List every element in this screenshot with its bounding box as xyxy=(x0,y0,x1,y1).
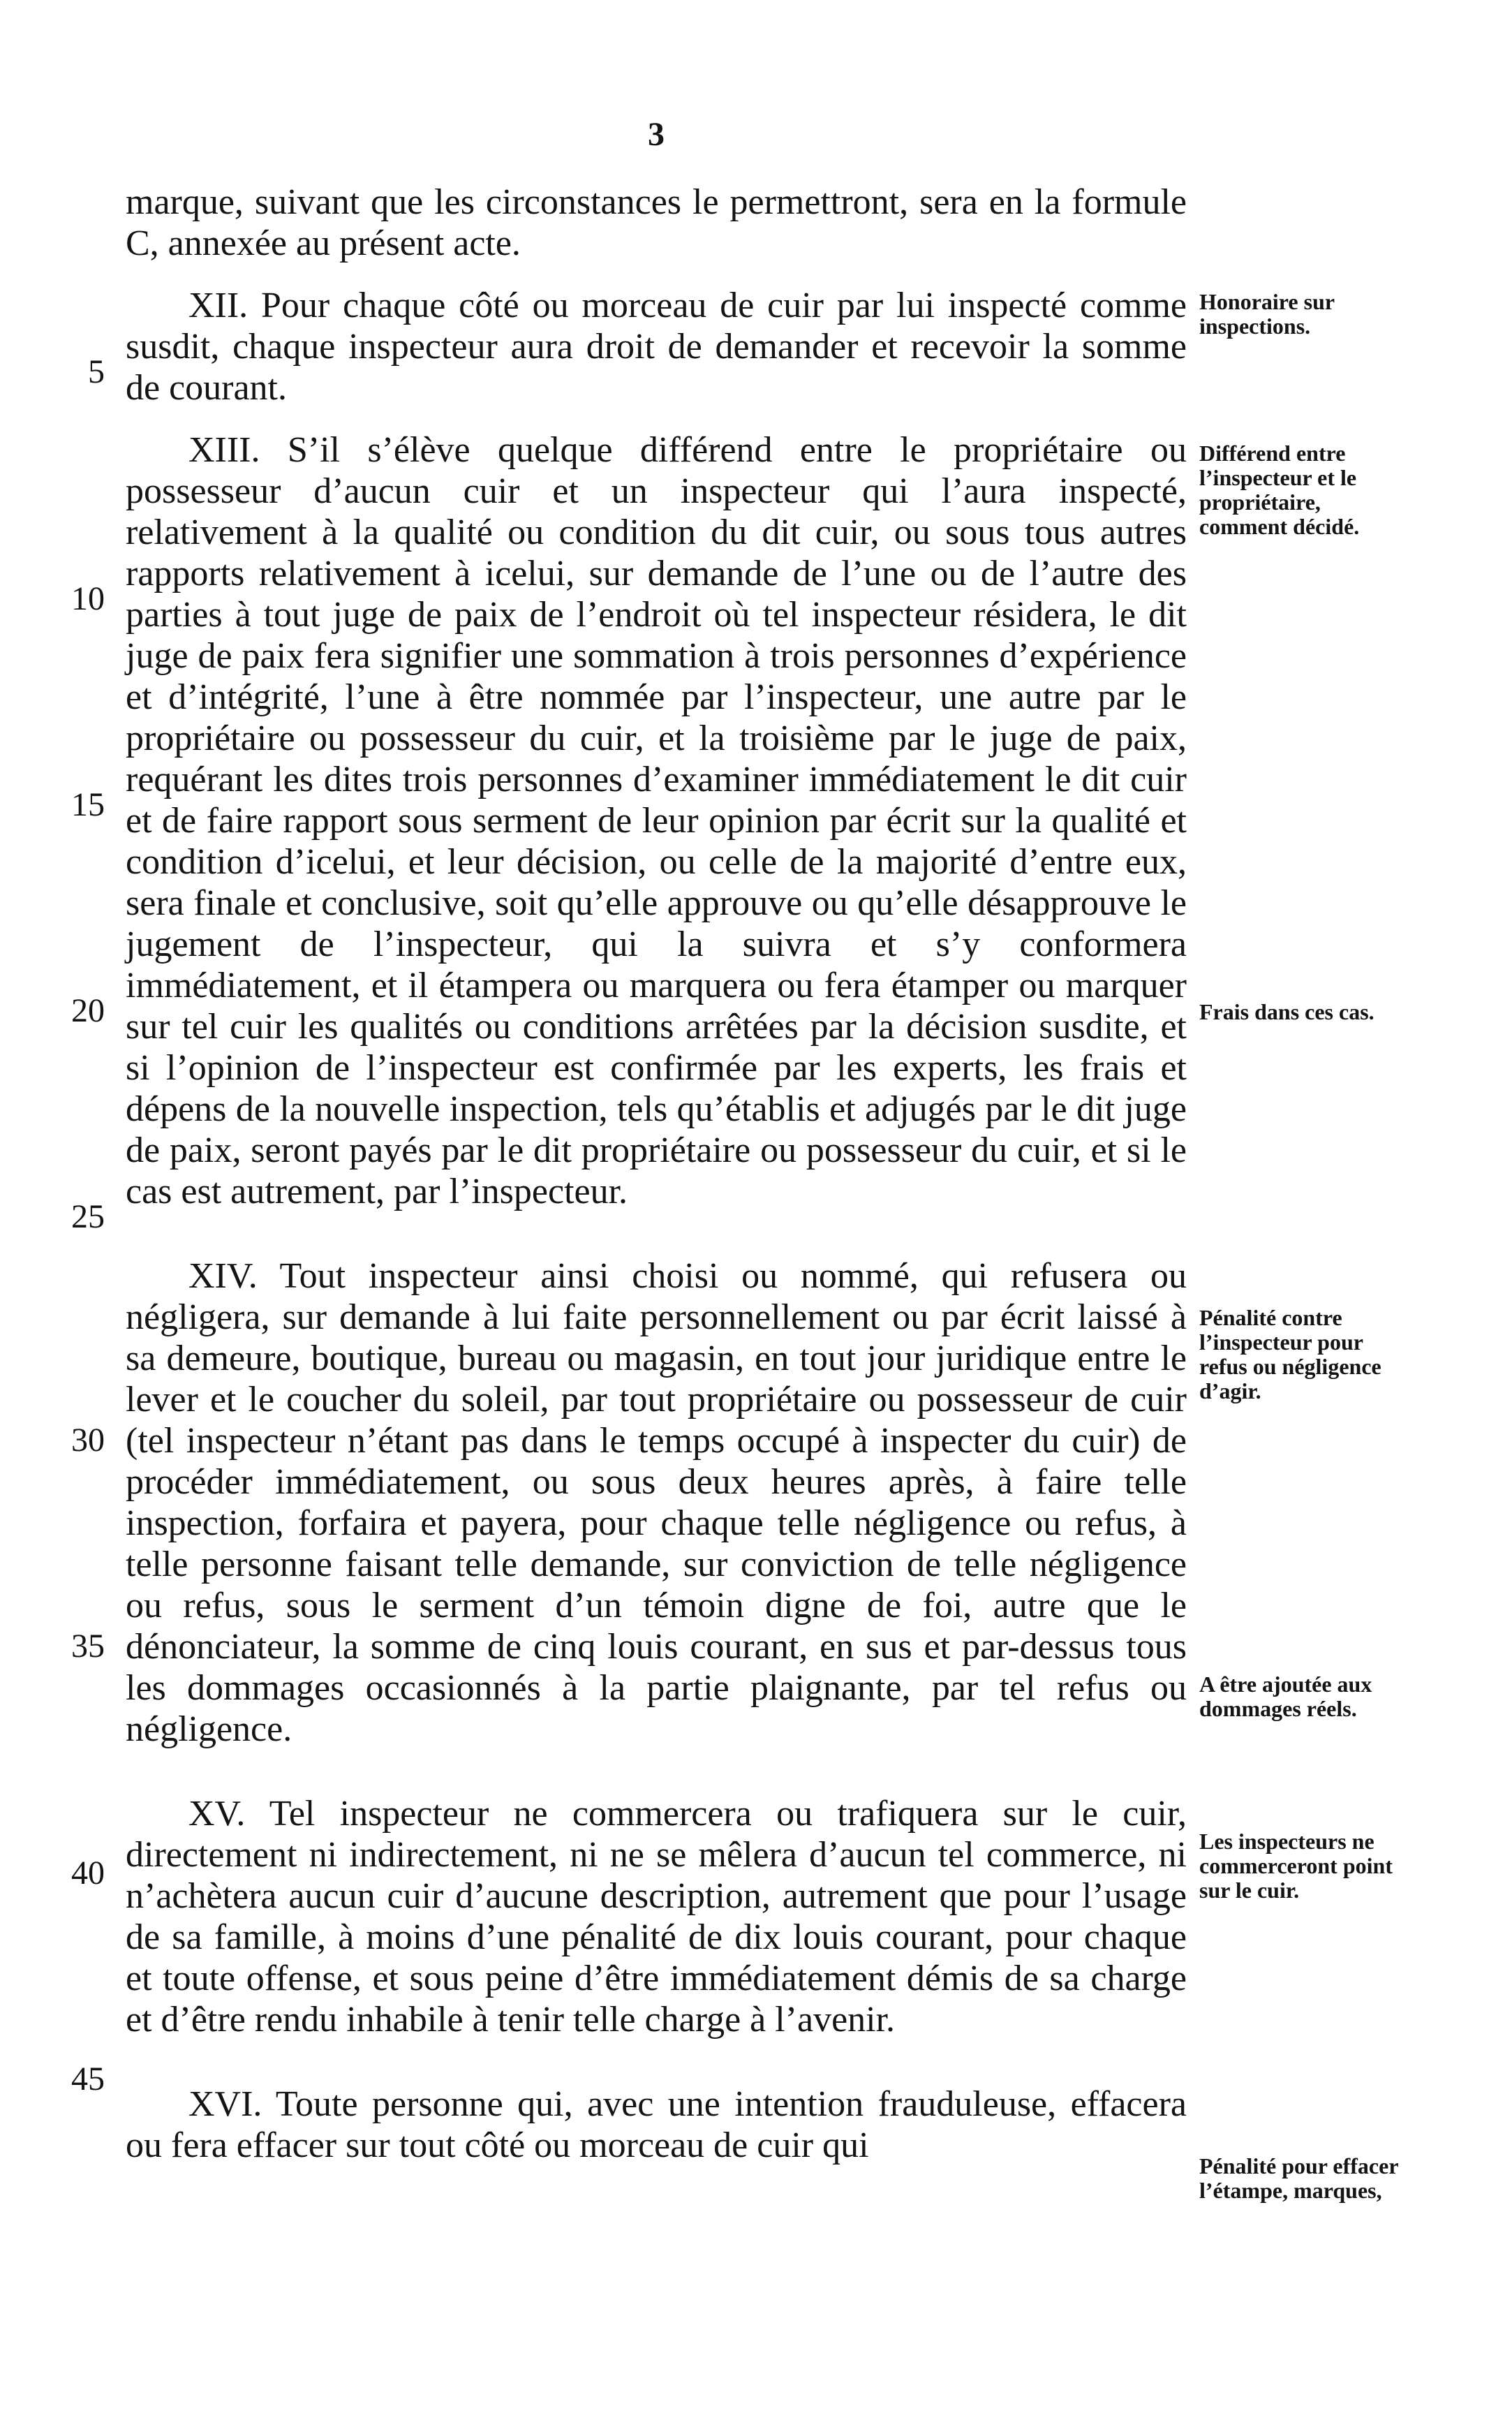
margin-note: Les inspecteurs ne commerceront point sur le cuir. xyxy=(1199,1829,1393,1903)
main-text xyxy=(126,182,1187,2166)
line-number: 5 xyxy=(88,353,105,390)
page-number: 3 xyxy=(648,116,665,153)
section-xv: XV. Tel inspecteur ne commercera ou trafiquera sur le cuir, directement ni indirectement, ni ne se mêlera d’aucun tel commerce, ni n’achètera aucun cuir d’aucune description, autrement que pour l’usage de sa famille, à moins d’une pénalité de dix louis courant, pour chaque et toute offense, et sous peine d’être immédiatement démis de sa charge et d’être rendu inhabile à tenir telle charge à l’avenir. xyxy=(126,1794,1187,2040)
line-number: 20 xyxy=(71,992,105,1029)
margin-note: A être ajoutée aux dommages réels. xyxy=(1199,1672,1372,1721)
line-number: 45 xyxy=(71,2060,105,2097)
margin-note: Différend entre l’inspecteur et le propriétaire, comment décidé. xyxy=(1199,441,1360,539)
line-number: 10 xyxy=(71,580,105,617)
section-xvi: XVI. Toute personne qui, avec une intention frauduleuse, effacera ou fera effacer sur tout côté ou morceau de cuir qui xyxy=(126,2084,1187,2165)
section-xiii: XIII. S’il s’élève quelque différend entre le propriétaire ou possesseur d’aucun cuir et un inspecteur qui l’aura inspecté, relativement à la qualité ou condition du dit cuir, ou sous tous autres rapports relativement à icelui, sur demande de l’une ou de l’autre des parties à tout juge de paix de l’endroit où tel inspecteur résidera, le dit juge de paix fera signifier une sommation à trois personnes d’expérience et d’intégrité, l’une à être nommée par l’inspecteur, une autre par le propriétaire ou possesseur du cuir, et la troisième par le juge de paix, requérant les dites trois personnes d’examiner immédiatement le dit cuir et de faire rapport sous serment de leur opinion par écrit sur la qualité et condition d’icelui, et leur décision, ou celle de la majorité d’entre eux, sera finale et conclusive, soit qu’elle approuve ou qu’elle désapprouve le jugement de l’inspecteur, qui la suivra et s’y conformera immédiatement, et il étampera ou marquera ou fera étamper ou marquer sur tel cuir les qualités ou conditions arrêtées par la décision susdite, et si l’opinion de l’inspecteur est confirmée par les experts, les frais et dépens de la nouvelle inspection, tels qu’établis et adjugés par le dit juge de paix, seront payés par le dit propriétaire ou possesseur du cuir, et si le cas est autrement, par l’inspecteur. xyxy=(126,430,1187,1211)
line-number: 25 xyxy=(71,1198,105,1235)
margin-note: Pénalité pour effacer l’étampe, marques, xyxy=(1199,2153,1398,2203)
margin-note: Frais dans ces cas. xyxy=(1199,999,1374,1024)
margin-note: Pénalité contre l’inspecteur pour refus ou négligence d’agir. xyxy=(1199,1305,1381,1403)
line-number: 35 xyxy=(71,1628,105,1665)
paragraph-continuation: marque, suivant que les circonstances le permettront, sera en la formule C, annexée au présent acte. xyxy=(126,182,1187,263)
section-xiv: XIV. Tout inspecteur ainsi choisi ou nommé, qui refusera ou négligera, sur demande à lui faite personnellement ou par écrit laissé à sa demeure, boutique, bureau ou magasin, en tout jour juridique entre le lever et le coucher du soleil, par tout propriétaire ou possesseur de cuir (tel inspecteur n’étant pas dans le temps occupé à inspecter du cuir) de procéder immédiatement, ou sous deux heures après, à faire telle inspection, forfaira et payera, pour chaque telle négligence ou refus, à telle personne faisant telle demande, sur conviction de telle négligence ou refus, sous le serment d’un témoin digne de foi, autre que le dénonciateur, la somme de cinq louis courant, en sus et par-dessus tous les dommages occasionnés à la partie plaignante, par tel refus ou négligence. xyxy=(126,1256,1187,1749)
margin-note: Honoraire sur inspections. xyxy=(1199,289,1335,339)
line-number: 40 xyxy=(71,1855,105,1892)
line-number: 30 xyxy=(71,1422,105,1459)
section-xii: XII. Pour chaque côté ou morceau de cuir par lui inspecté comme susdit, chaque inspecteur aura droit de demander et recevoir la somme de courant. xyxy=(126,286,1187,408)
line-number: 15 xyxy=(71,786,105,823)
